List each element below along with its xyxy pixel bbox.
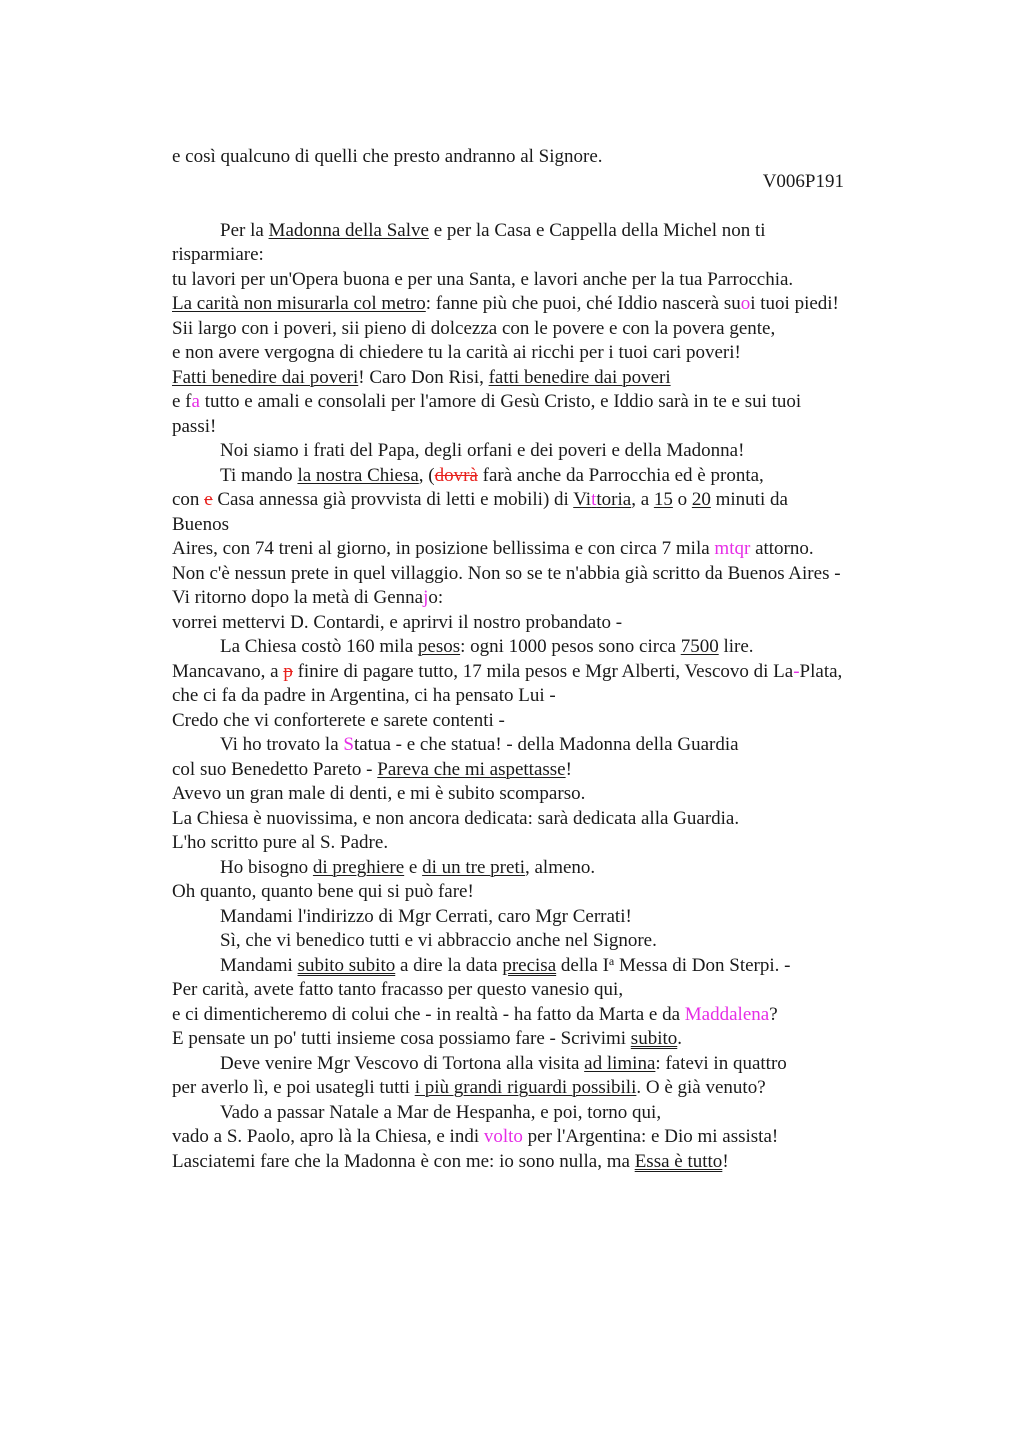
text-line bbox=[172, 464, 912, 489]
insertion-mark: Maddalena bbox=[684, 1003, 770, 1025]
text-line bbox=[172, 1150, 912, 1175]
text-line bbox=[172, 856, 912, 881]
text-line bbox=[172, 758, 912, 783]
text-span: La Chiesa costò 160 mila bbox=[220, 636, 418, 657]
text-line bbox=[172, 1125, 912, 1150]
text-line: risparmiare: bbox=[172, 244, 264, 265]
insertion-mark: o bbox=[740, 293, 751, 314]
text-line: Noi siamo i frati del Papa, degli orfani e dei poveri e della Madonna! bbox=[220, 440, 745, 461]
text-span: col suo Benedetto Pareto - bbox=[172, 758, 378, 780]
text-line bbox=[172, 660, 912, 685]
text-span: con bbox=[172, 489, 205, 510]
text-line bbox=[172, 1076, 912, 1101]
text-line bbox=[172, 635, 912, 660]
double-underlined-text: Essa è tutto bbox=[634, 1150, 723, 1172]
text-span: e ci dimenticheremo di colui che - in realtà - ha fatto da Marta e da bbox=[172, 1003, 685, 1025]
text-line bbox=[172, 488, 912, 513]
text-line: La Chiesa è nuovissima, e non ancora dedicata: sarà dedicata alla Guardia. bbox=[172, 807, 740, 829]
underlined-text: 7500 bbox=[680, 636, 719, 657]
deletion-mark: e bbox=[204, 489, 213, 510]
underlined-text: 15 bbox=[653, 489, 673, 510]
text-line: vorrei mettervi D. Contardi, e aprirvi il nostro probandato - bbox=[172, 611, 623, 633]
underlined-text: i più grandi riguardi possibili bbox=[414, 1077, 637, 1098]
text-span: . O è già venuto? bbox=[636, 1077, 766, 1098]
text-line: Oh quanto, quanto bene qui si può fare! bbox=[172, 881, 474, 902]
text-span: Ti mando bbox=[220, 464, 298, 486]
text-span: i tuoi piedi! bbox=[750, 293, 839, 314]
text-line bbox=[172, 390, 912, 415]
text-span: della I bbox=[556, 954, 609, 976]
text-span: e bbox=[404, 856, 423, 878]
text-span: tatua - e che statua! - della Madonna della Guardia bbox=[353, 734, 739, 755]
text-line bbox=[172, 954, 912, 979]
underlined-text: ad limina bbox=[584, 1052, 656, 1074]
underlined-text: 20 bbox=[691, 489, 711, 510]
text-line: tu lavori per un'Opera buona e per una Santa, e lavori anche per la tua Parrocchia. bbox=[172, 268, 794, 290]
text-span: Messa di Don Sterpi. - bbox=[614, 954, 791, 976]
text-span: : fanne più che puoi, ché Iddio nascerà su bbox=[425, 293, 741, 314]
text-line: Vado a passar Natale a Mar de Hespanha, e poi, torno qui, bbox=[220, 1101, 662, 1123]
text-span: vado a S. Paolo, apro là la Chiesa, e indi bbox=[172, 1126, 484, 1147]
text-span: toria bbox=[596, 489, 632, 510]
underlined-text: Pareva che mi aspettasse bbox=[377, 758, 566, 780]
double-underlined-text: precisa bbox=[502, 954, 557, 976]
text-line: Non c'è nessun prete in quel villaggio. Non so se te n'abbia già scritto da Buenos Aires - bbox=[172, 562, 841, 584]
text-span: farà anche da Parrocchia ed è pronta, bbox=[477, 464, 764, 486]
text-line bbox=[172, 292, 912, 317]
text-span: Plata, bbox=[799, 660, 843, 682]
text-line: e così qualcuno di quelli che presto andranno al Signore. bbox=[172, 146, 603, 167]
insertion-mark: a bbox=[191, 391, 200, 412]
text-line: Per carità, avete fatto tanto fracasso per questo vanesio qui, bbox=[172, 979, 624, 1000]
text-line: Buenos bbox=[172, 513, 229, 535]
text-line: L'ho scritto pure al S. Padre. bbox=[172, 832, 389, 853]
text-span: Vi ho trovato la bbox=[220, 734, 344, 755]
underlined-text: fatti benedire dai poveri bbox=[488, 366, 671, 388]
text-line: Sì, che vi benedico tutti e vi abbraccio anche nel Signore. bbox=[220, 930, 657, 951]
text-line bbox=[172, 1027, 912, 1052]
text-line bbox=[172, 366, 912, 391]
underlined-text: di un tre preti bbox=[422, 856, 525, 878]
deletion-mark: dovrà bbox=[434, 464, 478, 486]
text-span: Ho bisogno bbox=[220, 856, 313, 878]
text-span: ! bbox=[565, 758, 572, 780]
underlined-text: la nostra Chiesa bbox=[297, 464, 419, 486]
text-span: Mandami bbox=[220, 954, 298, 976]
underlined-text: Madonna della Salve bbox=[268, 219, 429, 241]
text-span: o: bbox=[428, 587, 444, 608]
text-span: , a bbox=[631, 489, 654, 510]
text-span: Aires, con 74 treni al giorno, in posizione bellissima e con circa 7 mila bbox=[172, 538, 715, 559]
text-line: Avevo un gran male di denti, e mi è subito scomparso. bbox=[172, 783, 586, 804]
text-span: attorno. bbox=[750, 538, 814, 559]
insertion-mark: j bbox=[423, 587, 429, 608]
superscript-text: a bbox=[608, 953, 615, 968]
text-line bbox=[172, 1003, 912, 1028]
text-span: e per la Casa e Cappella della Michel non ti bbox=[428, 219, 766, 241]
text-span: lire. bbox=[718, 636, 754, 657]
text-span: E pensate un po' tutti insieme cosa possiamo fare - Scrivimi bbox=[172, 1028, 631, 1049]
text-line: passi! bbox=[172, 415, 217, 437]
text-span: finire di pagare tutto, 17 mila pesos e Mgr Alberti, Vescovo di La bbox=[292, 660, 794, 682]
text-line bbox=[172, 1052, 912, 1077]
text-span: , ( bbox=[418, 464, 435, 486]
blank-line bbox=[172, 194, 912, 219]
text-span: per averlo lì, e poi usategli tutti bbox=[172, 1077, 415, 1098]
text-span: Lasciatemi fare che la Madonna è con me: io sono nulla, ma bbox=[172, 1150, 635, 1172]
text-line bbox=[172, 586, 912, 611]
underlined-text: di preghiere bbox=[312, 856, 405, 878]
text-line: che ci fa da padre in Argentina, ci ha pensato Lui - bbox=[172, 685, 556, 706]
text-span: : fatevi in quattro bbox=[655, 1052, 787, 1074]
text-span: Casa annessa già provvista di letti e mobili) di bbox=[212, 489, 574, 510]
text-span: Per la bbox=[220, 219, 269, 241]
text-span: o bbox=[672, 489, 692, 510]
text-line bbox=[172, 219, 912, 244]
insertion-mark: mtqr bbox=[714, 538, 751, 559]
text-span: Deve venire Mgr Vescovo di Tortona alla visita bbox=[220, 1052, 585, 1074]
insertion-mark: - bbox=[793, 660, 800, 682]
insertion-mark: volto bbox=[483, 1126, 523, 1147]
underlined-text bbox=[573, 489, 631, 510]
double-underlined-text: subito bbox=[630, 1028, 678, 1049]
text-span: , almeno. bbox=[525, 856, 596, 878]
insertion-mark: t bbox=[591, 489, 597, 510]
text-span: tutto e amali e consolali per l'amore di Gesù Cristo, e Iddio sarà in te e sui tuoi bbox=[199, 391, 802, 412]
text-span: Vi ritorno dopo la metà di Genna bbox=[172, 587, 424, 608]
text-span: Vi bbox=[573, 489, 592, 510]
letter-page bbox=[172, 145, 912, 1174]
text-line bbox=[172, 537, 912, 562]
underlined-text: pesos bbox=[417, 636, 461, 657]
text-line: Credo che vi conforterete e sarete contenti - bbox=[172, 709, 505, 731]
text-line: Mandami l'indirizzo di Mgr Cerrati, caro Mgr Cerrati! bbox=[220, 905, 632, 927]
underlined-text: Fatti benedire dai poveri bbox=[172, 366, 359, 388]
text-line bbox=[172, 733, 912, 758]
text-span: ? bbox=[769, 1003, 778, 1025]
double-underlined-text: subito subito bbox=[297, 954, 396, 976]
text-span: e f bbox=[172, 391, 192, 412]
text-span: Mancavano, a bbox=[172, 660, 284, 682]
text-span: a dire la data bbox=[395, 954, 503, 976]
text-span: per l'Argentina: e Dio mi assista! bbox=[522, 1126, 779, 1147]
text-line: e non avere vergogna di chiedere tu la carità ai ricchi per i tuoi cari poveri! bbox=[172, 342, 741, 363]
text-span: ! bbox=[722, 1150, 729, 1172]
page-reference: V006P191 bbox=[762, 170, 844, 192]
text-span: : ogni 1000 pesos sono circa bbox=[460, 636, 681, 657]
text-line: Sii largo con i poveri, sii pieno di dolcezza con le povere e con la povera gente, bbox=[172, 317, 776, 339]
text-span: . bbox=[677, 1028, 682, 1049]
text-span: ! Caro Don Risi, bbox=[358, 366, 489, 388]
text-span: minuti da bbox=[710, 489, 788, 510]
underlined-text: La carità non misurarla col metro bbox=[172, 293, 426, 314]
deletion-mark: p bbox=[283, 660, 293, 682]
insertion-mark: S bbox=[343, 734, 354, 755]
